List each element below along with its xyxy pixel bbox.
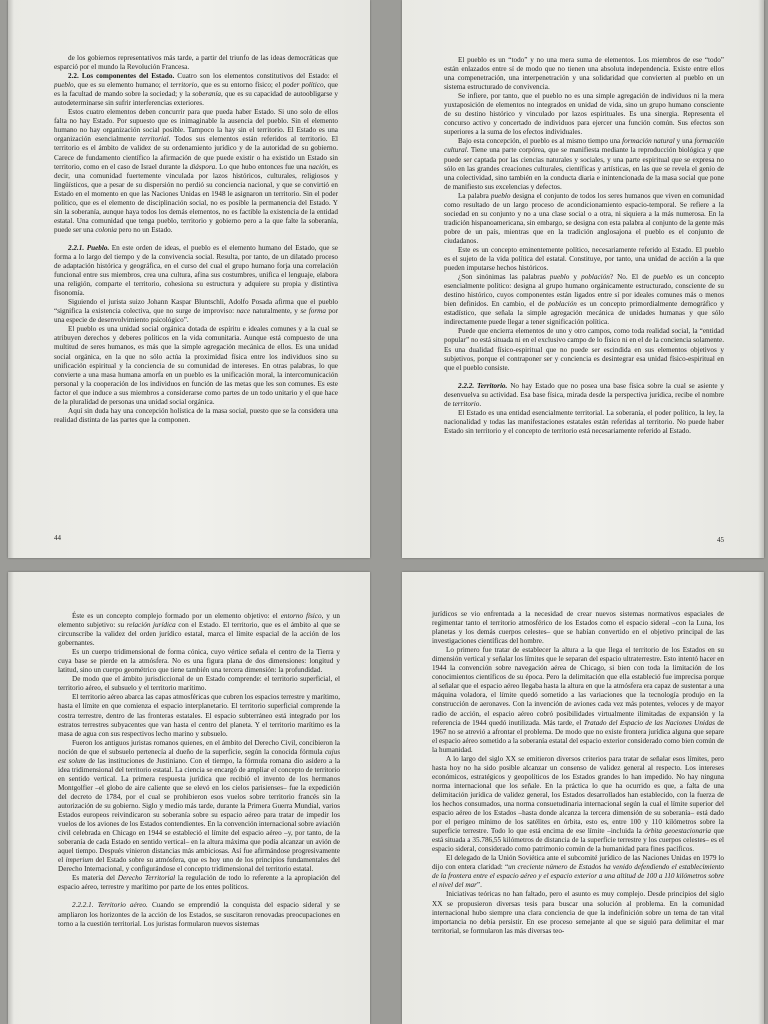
text-run: pero no un Estado.: [116, 225, 173, 234]
text-run: jurídicos se vio enfrentada a la necesidad de crear nuevos sistemas normativos espaciales de regimentar tanto el territorio atmosférico de los Estados como el espacio sideral –con la Luna, los planetas y los demás cuerpos celestes– que se habían convertido en el objetivo principal de las investigaciones científicas del hombre.: [432, 610, 724, 646]
emphasis-text: territorial: [139, 135, 169, 144]
paragraph: [432, 755, 724, 855]
emphasis-text: nace: [236, 307, 251, 316]
paragraph: [432, 646, 724, 755]
page-text: [54, 54, 338, 425]
paragraph: [54, 325, 338, 406]
emphasis-text: nación: [308, 162, 329, 171]
emphasis-text: diáspora: [189, 162, 216, 171]
text-run: Es materia del: [72, 874, 118, 883]
text-run: Este es un concepto eminentemente político, necesariamente referido al Estado. El pueblo es el sujeto de la vida política del estatal. Constituye, por tanto, una unidad de acción a la que pueden imputarse hechos históricos.: [444, 245, 724, 273]
text-run: naturalmente, y: [250, 307, 301, 316]
text-run: es un concepto primordialmente demográfico y estadístico, que señala la simple agregación mecánica de unidades humanas y que sólo indirectamente puede llegar a tener significación política.: [444, 300, 724, 327]
scan-shadow: [8, 0, 14, 558]
text-run: del Estado sobre su atmósfera, que es hoy uno de los principios fundamentales del Derecho Internacional, y configurándose el concepto tridimensional del territorio estatal.: [58, 856, 340, 874]
paragraph: [58, 675, 340, 693]
emphasis-text: colonia: [95, 225, 117, 234]
emphasis-text: formación cultural: [444, 137, 724, 155]
paragraph: [54, 244, 338, 298]
text-run: designa el conjunto de todos los seres humanos que viven en comunidad como resultado de un largo proceso de acondicionamiento espacio-temporal. Se refiere a la sociedad en su conjunto y no a una clase social o a otra, ni siquiera a la más numerosa. En la tradición hispanoamericana, sin embargo, se designa con esta palabra al conjunto de la gente más pobre de un país, mientras que en la tradición anglosajona el pueblo es el conjunto de ciudadanos.: [444, 191, 724, 245]
paragraph: [444, 92, 724, 137]
text-run: de 1967 no se atrevió a afrontar el problema. De modo que no existe frontera jurídica alguna que separe el espacio aéreo sometido a la soberanía estatal del espacio exterior considerado como bien común de la humanidad.: [432, 718, 724, 754]
paragraph: [54, 72, 338, 108]
text-run: es un concepto esencialmente político: designa al grupo humano orgánicamente estructurado, consciente de su destino histórico, cuyos componentes están ligados entre sí por ideales comunes más o menos bien definidos. En cambio, el de: [444, 273, 724, 309]
emphasis-text: formación natural: [622, 137, 675, 146]
text-run: , y un elemento subjetivo:: [58, 612, 341, 630]
emphasis-text: población: [548, 300, 577, 309]
text-run: Fueron los antiguos juristas romanos quienes, en el ámbito del Derecho Civil, concibieron la noción de que el subsuelo pertenecía al dueño de la superficie, según la conocida fórmula: [58, 738, 340, 756]
emphasis-text: pueblo: [549, 273, 570, 282]
page-number: 44: [54, 534, 61, 542]
paragraph: [432, 890, 724, 935]
paragraph: [444, 56, 724, 92]
text-run: La palabra: [458, 191, 491, 200]
text-run: Lo primero fue tratar de establecer la altura a la que llega el territorio de los Estados en su dimensión vertical y señalar los límites que le separan del espacio ultraterrestre. Esto intentó hacer en 1944 la convención sobre navegación aérea de Chicago, si bien con toda la limitación de los conocimientos científicos de su época. Pero la delimitación que ella estableció fue imprecisa porque al señalar que el espacio aéreo llegaba hasta la altura en que la atmósfera era capaz de sustentar a una máquina voladora, el límite quedó sometido a las variaciones que la tecnología produjo en la construcción de aeronaves. Con la invención de aviones cada vez más potentes, veloces y de mayor radio de acción, el espacio aéreo cobró posibilidades virtualmente ilimitadas de expansión y la referencia de 1944 quedó inutilizada. Más tarde, el: [432, 646, 724, 727]
emphasis-text: soberanía: [192, 90, 221, 99]
text-run: Estos cuatro elementos deben concurrir para que pueda haber Estado. Si uno solo de ellos falta no hay Estado. Por supuesto que es inimaginable la ausencia del pueblo. Sin el elemento humano no hay organización social posible. Tampoco la hay sin el territorio. El Estado es una organización esencialmente: [54, 108, 338, 144]
emphasis-text: órbita geoestacionaria: [644, 827, 711, 836]
paragraph: [444, 327, 724, 372]
paragraph: [444, 192, 724, 246]
text-run: , es decir, una comunidad fuertemente vinculada por lazos históricos, culturales, religiosos y lingüísticos, que a pesar de su dispersión no perdió su conciencia nacional, y que se convirtió en Estado en el momento en que las Naciones Unidas en 1948 le asignaron un territorio. Sin el poder político, que es el elemento de disciplinación social, no es posible la permanencia del Estado. Y sin la soberanía, aunque haya todos los demás elementos, no es factible la existencia de la entidad estatal. Una comunidad que tenga pueblo, territorio y gobierno pero a la que falte la soberanía, puede ser una: [54, 162, 338, 234]
paragraph: [58, 648, 340, 675]
text-run: ¿Son sinónimas las palabras: [458, 273, 550, 282]
paragraph: [444, 246, 724, 273]
emphasis-text: poder político: [282, 81, 324, 90]
text-run: Aquí sin duda hay una concepción holística de la masa social, puesto que se la considera una realidad distinta de las partes que la componen.: [54, 406, 338, 424]
paragraph: [58, 874, 340, 892]
text-run: , que es su entorno físico; el: [197, 81, 283, 90]
paragraph: [54, 54, 338, 72]
emphasis-text: 2.2.2.1. Territorio aéreo.: [72, 901, 148, 910]
text-run: Cuatro son los elementos constitutivos del Estado: el: [174, 72, 338, 81]
emphasis-text: imperium: [65, 856, 94, 865]
paragraph: [58, 693, 340, 738]
paragraph: [58, 739, 340, 875]
text-run: .: [479, 399, 482, 408]
page-number: 45: [717, 536, 724, 544]
paragraph: [432, 854, 724, 890]
text-run: por una especie de desenvolvimiento psicológico”.: [54, 307, 338, 325]
emphasis-text: Tratado del Espacio de las Naciones Unidas: [583, 718, 715, 727]
scan-shadow: [8, 572, 14, 1024]
emphasis-text: pueblo: [54, 81, 74, 90]
text-run: , que es su capacidad de autoobligarse y autodeterminarse sin sufrir interferencias exteriores.: [54, 90, 338, 108]
book-page-47: [402, 572, 764, 1024]
emphasis-text: entorno físico: [280, 612, 322, 620]
text-run: Puede que encierra elementos de uno y otro campos, como toda realidad social, la “entidad popular” no está situada ni en el exclusivo campo de lo físico ni en el de la conciencia solamente. Es una dualidad físico-espiritual que no puede ser escindida en sus elementos objetivos y subjetivos, porque el contraponer ser y conciencia es desintegrar esa unidad físico-espiritual en que el pueblo consiste.: [444, 327, 725, 372]
text-run: . Tiene una parte corpórea, que se manifiesta mediante la reproducción biológica y que puede ser captada por las ciencias naturales y sociales, y una parte espiritual que se expresa no sólo en las grandes creaciones culturales, científicas y artísticas, en las que se revela el genio de una colectividad, sino también en la conducta diaria e inintencionada de la masa social que pone de manifiesto sus excelencias y defectos.: [444, 146, 724, 191]
text-run: Siguiendo el jurista suizo Johann Kaspar Bluntschli, Adolfo Posada afirma que el pueblo “significa la existencia colectiva, que no surge de improviso:: [54, 298, 338, 316]
paragraph: [444, 137, 724, 191]
text-run: El Estado es una entidad esencialmente territorial. La soberanía, el poder político, la ley, la nacionalidad y todas las manifestaciones estatales están referidas al territorio. No puede haber Estado sin territorio y el concepto de territorio está necesariamente referido al Estado.: [444, 408, 724, 435]
emphasis-text: territorio: [452, 399, 480, 408]
text-run: El territorio aéreo abarca las capas atmosféricas que cubren los espacios terrestre y marítimo, hasta el límite en que comienza el espacio interplanetario. El territorio superficial comprende la costra terrestre, dentro de las fronteras estatales. El espacio subterráneo está integrado por los estratos terrestres subyacentes que van hasta el centro del planeta. Y el territorio marítimo es la masa de agua con sus respectivos lecho marino y subsuelo.: [58, 693, 340, 738]
text-run: ”.: [476, 881, 482, 890]
text-run: que está situada a 35.786,55 kilómetros de distancia de la superficie terrestre y los cuerpos celestes– es el espacio sideral, considerado como patrimonio común de la humanidad para fines pacíficos.: [432, 827, 724, 854]
emphasis-text: se forma: [300, 307, 326, 316]
text-run: No hay Estado que no posea una base física sobre la cual se asiente y desenvuelva su actividad. Esa base física, mirada desde la perspectiva jurídica, recibe el nombre de: [444, 381, 724, 408]
text-run: En este orden de ideas, el pueblo es el elemento humano del Estado, que se forma a lo largo del tiempo y de la convivencia social. Resulta, por tanto, de un dilatado proceso de adaptación histórica y geográfica, en el curso del cual el grupo humano forja una correlación funcional entre sus miembros, crea una cultura, afina sus costumbres, unifica el lenguaje, elabora una religión, comparte el territorio, cohesiona su estructura y adquiere su propia y distintiva fisonomía.: [54, 243, 338, 298]
emphasis-text: pueblo: [653, 273, 673, 282]
text-run: . Todos sus elementos están referidos al territorio. El territorio es el ámbito de validez de su ordenamiento jurídico y de la autoridad de su gobierno. Carece de fundamento científico la afirmación de que puede existir o ha existido un Estado sin territorio, como en el caso de Israel durante la: [54, 135, 338, 171]
paragraph: [432, 610, 724, 646]
emphasis-text: territorio: [170, 81, 198, 90]
text-run: de las instituciones de Justiniano. Con el tiempo, la fórmula romana dio asidero a la idea tridimensional del territorio estatal. La ciencia se encargó de ampliar el concepto de territorio en sentido vertical. La primera respuesta jurídica que recibió el invento de los hermanos Montgolfier –el globo de aire caliente que se elevó en los cielos parisienses– fue la expedición del decreto de 1784, por el cual se prohibieron esos vuelos sobre territorio francés sin la autorización de su gobierno. Siglo y medio más tarde, durante la Primera Guerra Mundial, varios Estados europeos reivindicaron su soberanía sobre su espacio aéreo para tratar de impedir los vuelos de los aviones de los Estados contendientes. En la convención internacional sobre aviación civil celebrada en Chicago en 1944 se estableció el límite del espacio aéreo –y, por tanto, de la soberanía de cada Estado en sentido vertical– en la altura máxima que podía alcanzar un avión de aquel tiempo. Después vinieron distancias más ambiciosas. Así fue afirmándose progresivamente el: [58, 756, 341, 865]
paragraph: [58, 901, 340, 928]
section-heading: 2.2.1. Pueblo.: [68, 243, 110, 252]
emphasis-text: su relación jurídica: [117, 621, 176, 630]
text-run: Se infiere, por tanto, que el pueblo no es una simple agregación de individuos ni la mera yuxtaposición de elementos no integrados en unidad de vida, sino un grupo humano consciente de su destino histórico y vinculado por lazos espirituales. Es una sinergia. Representa el concurso activo y concertado de individuos para ejercer una función común. Sus efectos son superiores a la suma de los efectos individuales.: [444, 92, 724, 137]
book-page-45: [402, 0, 764, 558]
text-run: El pueblo es una unidad social orgánica dotada de espíritu e ideales comunes y a la cual se atribuyen derechos y deberes políticos en la vida comunitaria. Aunque está compuesto de una multitud de seres humanos, es más que la simple agregación mecánica de ellos. Es una unidad social orgánica, en la que no sólo actúa la proximidad física entre los individuos sino su unificación espiritual y la conciencia de su comunidad de intereses. En otras palabras, lo que convierte a una masa humana amorfa en un pueblo es la unificación moral, la intercomunicación personal y la cooperación de los individuos en función de las metas que les son comunes. Es este factor el que induce a sus miembros a considerarse como partes de un todo unitario y el que hace de la pluralidad de personas una unidad social orgánica.: [54, 325, 338, 406]
text-run: Bajo esta concepción, el pueblo es al mismo tiempo una: [458, 137, 623, 146]
text-run: Es un cuerpo tridimensional de forma cónica, cuyo vértice señala el centro de la Tierra y cuya base se pierde en la atmósfera. No es una figura plana de dos dimensiones: longitud y latitud, sino un cuerpo geométrico que tiene también una tercera dimensión: la profundidad.: [58, 648, 340, 675]
section-heading: 2.2. Los componentes del Estado.: [68, 72, 175, 81]
book-page-44: [8, 0, 370, 558]
text-run: De modo que el ámbito jurisdiccional de un Estado comprende: el territorio superficial, el territorio aéreo, el subsuelo y el territorio marítimo.: [58, 675, 340, 693]
text-run: ? No. El de: [609, 273, 654, 282]
text-run: la regulación de todo lo referente a la apropiación del espacio aéreo, terrestre y marítimo por parte de los entes políticos.: [58, 874, 340, 892]
paragraph: [444, 382, 724, 409]
paragraph: [444, 409, 724, 436]
paragraph: [54, 407, 338, 425]
paragraph: [58, 612, 340, 648]
page-text: [58, 612, 340, 929]
emphasis-text: pueblo: [490, 191, 511, 200]
text-run: A lo largo del siglo XX se emitieron diversos criterios para tratar de señalar esos límites, pero hasta hoy no ha sido posible alcanzar un consenso de validez general al respecto. Los intereses económicos, estratégicos y geopolíticos de los Estados grandes lo han impedido. No hay ninguna norma internacional que los señale. En la práctica lo que ha ocurrido es que, a falta de una delimitación jurídica de validez general, los Estados desarrollados han establecido, con la fuerza de los hechos consumados, una norma consuetudinaria internacional según la cual el límite superior del espacio aéreo de los Estados –hasta donde alcanza la tercera dimensión de su soberanía– está dado por el perigeo mínimo de los satélites en órbita, esto es, entre 100 y 110 kilómetros sobre la superficie terrestre. Todo lo que está encima de ese límite –incluida la: [432, 754, 724, 836]
text-run: El delegado de la Unión Soviética ante el subcomité jurídico de las Naciones Unidas en 1979 lo dijo con entera claridad: “: [432, 854, 724, 872]
page-text: [432, 610, 724, 936]
scan-shadow: [758, 0, 764, 558]
page-text: [444, 56, 724, 436]
text-run: y una: [674, 137, 695, 146]
scan-shadow: [758, 572, 764, 1024]
text-run: . Lo que hubo entonces fue una: [215, 162, 309, 171]
emphasis-text: cujus est solum: [58, 747, 340, 765]
text-run: y: [569, 273, 582, 282]
text-run: Iniciativas teóricas no han faltado, pero el asunto es muy complejo. Desde principios del siglo XX se propusieron diversas tesis para buscar una solución al problema. En la comunidad internacional hubo siempre una clara conciencia de que la indefinición sobre un tema de tan vital importancia no debía persistir. En ese proceso semejante al que se siguió para delimitar el mar territorial, se formularon las más diversas teo-: [432, 890, 724, 935]
emphasis-text: población: [581, 273, 610, 282]
text-run: , que es su elemento humano; el: [73, 81, 171, 90]
emphasis-text: Derecho Territorial: [117, 874, 176, 883]
section-heading: 2.2.2. Territorio.: [458, 381, 508, 390]
emphasis-text: un creciente número de Estados ha venido defendiendo el establecimiento de la frontera entre el espacio aéreo y el espacio exterior a una altitud de 100 a 110 kilómetros sobre el nivel del mar: [432, 863, 724, 890]
text-run: Éste es un concepto complejo formado por un elemento objetivo: el: [72, 612, 281, 620]
paragraph: [54, 298, 338, 325]
text-run: El pueblo es un “todo” y no una mera suma de elementos. Los miembros de ese “todo” están enlazados entre sí de modo que no tienen una absoluta independencia. Existe entre ellos una compenetración, una interpenetración y una solidaridad que convierten al pueblo en un sistema estructurado de convivencia.: [444, 56, 724, 92]
book-page-46: [8, 572, 370, 1024]
paragraph: [54, 108, 338, 235]
paragraph: [444, 273, 724, 327]
text-run: de los gobiernos representativos más tarde, a partir del triunfo de las ideas democráticas que esparció por el mundo la Revolución Francesa.: [54, 54, 338, 72]
text-run: , que es la facultad de mando sobre la sociedad; y la: [54, 81, 338, 99]
text-run: Cuando se emprendió la conquista del espacio sideral y se ampliaron los horizontes de la acción de los Estados, se suscitaron renovadas preocupaciones en torno a la cuestión territorial. Los juristas formularon nuevos sistemas: [58, 901, 340, 928]
text-run: con el Estado. El territorio, que es el ámbito al que se circunscribe la validez del orden jurídico estatal, marca el límite espacial de la acción de los gobernantes.: [58, 621, 340, 648]
